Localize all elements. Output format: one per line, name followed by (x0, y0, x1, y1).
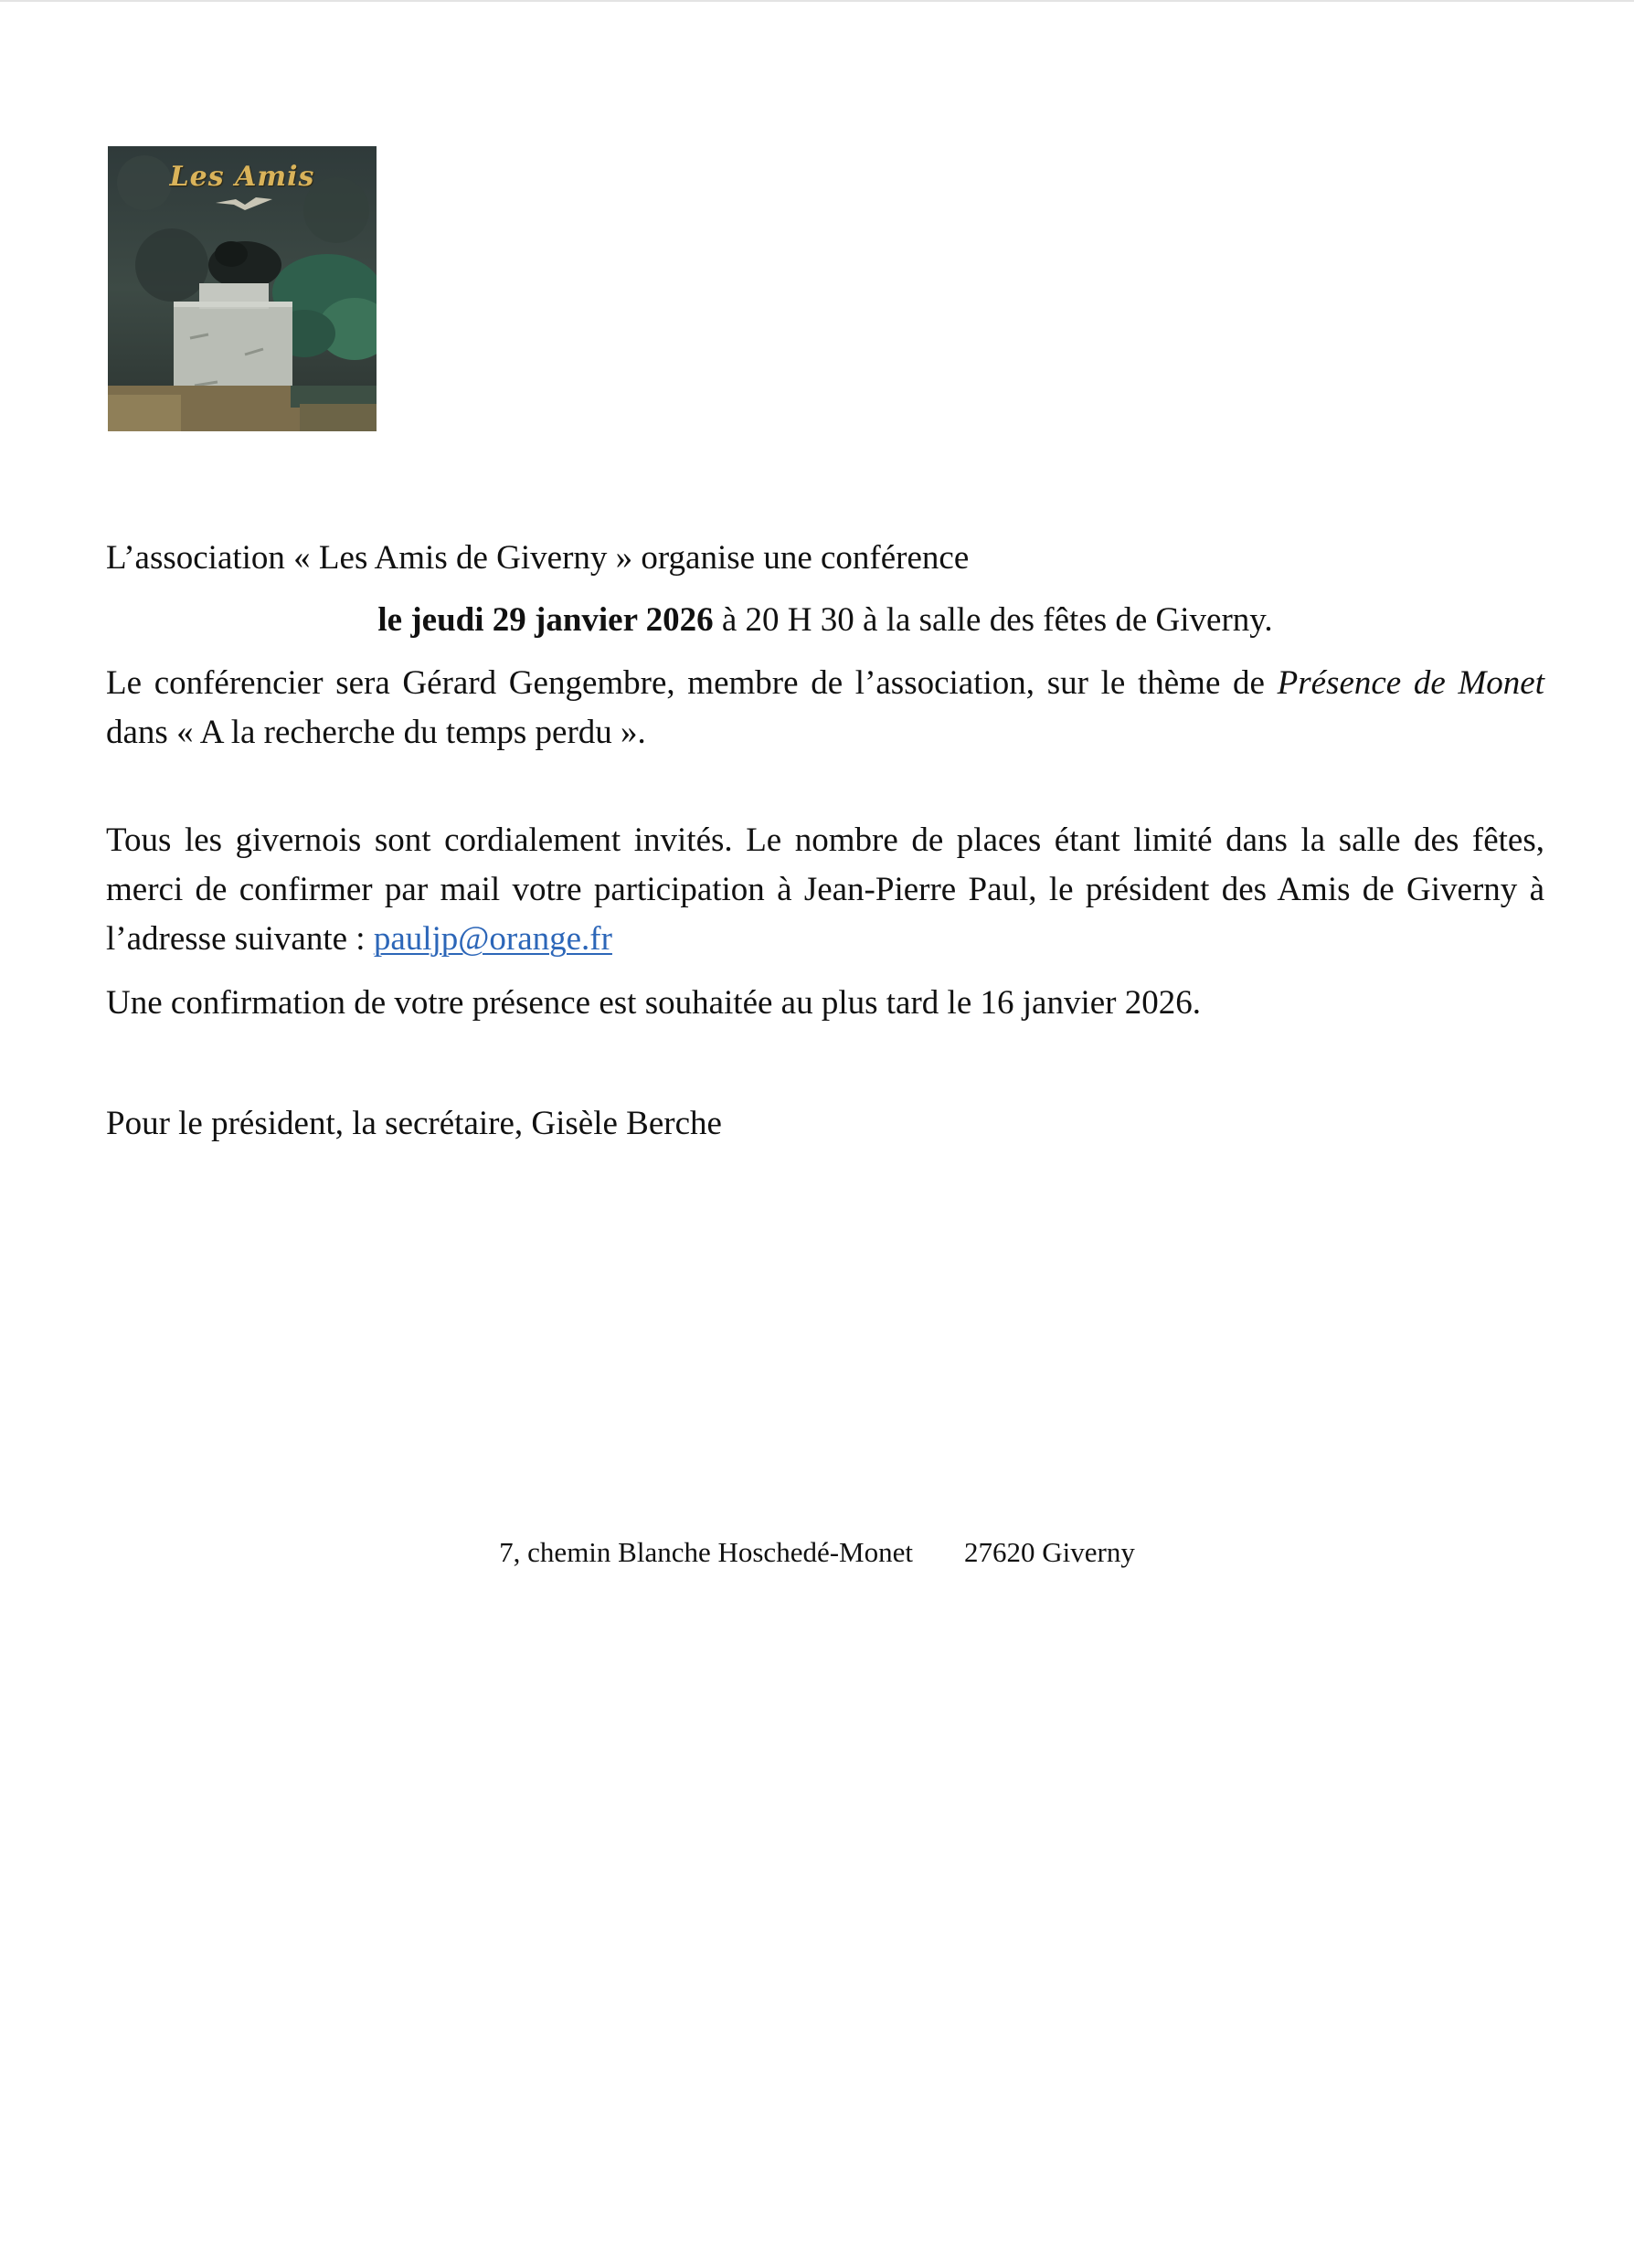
lecture-prefix: Le conférencier sera Gérard Gengembre, membre de l’association, sur le thème de (106, 664, 1278, 702)
confirmation-paragraph: Une confirmation de votre présence est souhaitée au plus tard le 16 janvier 2026. (106, 984, 1201, 1022)
association-logo (108, 146, 377, 431)
intro-paragraph: L’association « Les Amis de Giverny » organise une conférence (106, 539, 970, 577)
email-link[interactable]: pauljp@orange.fr (373, 920, 612, 958)
footer-city: 27620 Giverny (963, 1536, 1135, 1568)
logo-title: Les Amis (169, 161, 315, 193)
event-date-line (106, 596, 1544, 645)
invitation-text: Tous les givernois sont cordialement invités. Le nombre de places étant limité dans la salle des fêtes, merci de confirmer par mail votre participation à Jean-Pierre Paul, le président des Amis de Giverny à l’adresse suivante : (106, 821, 1544, 958)
lecture-paragraph (106, 659, 1544, 758)
invitation-paragraph (106, 816, 1544, 964)
lecture-suffix: dans « A la recherche du temps perdu ». (106, 714, 646, 751)
signature-line: Pour le président, la secrétaire, Gisèle Berche (106, 1105, 722, 1142)
event-details: à 20 H 30 à la salle des fêtes de Giverny. (713, 601, 1273, 639)
footer-address (0, 1532, 1634, 1573)
page-top-border (0, 0, 1634, 2)
event-date: le jeudi 29 janvier 2026 (377, 601, 714, 639)
lecture-title: Présence de Monet (1277, 664, 1544, 702)
footer-street: 7, chemin Blanche Hoschedé-Monet (499, 1536, 913, 1568)
